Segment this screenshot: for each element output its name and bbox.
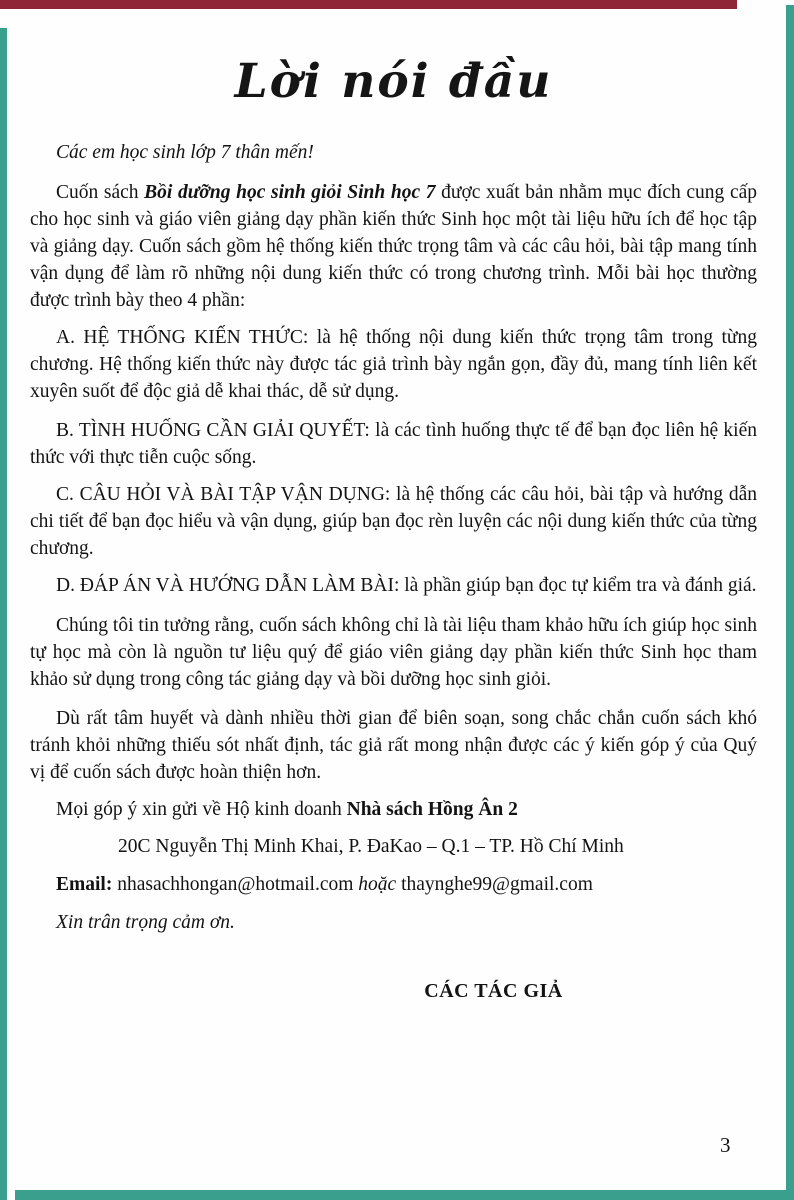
section-d-paragraph <box>30 572 757 599</box>
scan-edge-right <box>786 5 794 1200</box>
salutation: Các em học sinh lớp 7 thân mến! <box>56 142 314 163</box>
section-a-label: A. HỆ THỐNG KIẾN THỨC: <box>56 327 309 348</box>
email-address-2: thaynghe99@gmail.com <box>396 874 593 895</box>
book-title-inline: Bồi dưỡng học sinh giỏi Sinh học 7 <box>144 182 436 203</box>
email-conjunction: hoặc <box>358 874 397 895</box>
confidence-paragraph: Chúng tôi tin tưởng rằng, cuốn sách không chỉ là tài liệu tham khảo hữu ích giúp học sinh tự học mà còn là nguồn tư liệu quý để giáo viên giảng dạy phần kiến thức Sinh học tham khảo sử dụng trong công tác giảng dạy và bồi dưỡng học sinh giỏi. <box>30 615 757 690</box>
email-label: Email: <box>56 874 113 895</box>
apology-paragraph: Dù rất tâm huyết và dành nhiều thời gian để biên soạn, song chắc chắn cuốn sách khó tránh khỏi những thiếu sót nhất định, tác giả rất mong nhận được các ý kiến góp ý của Quý vị để cuốn sách được hoàn thiện hơn. <box>30 708 757 783</box>
section-c-text: là hệ thống các câu hỏi, bài tập và hướng dẫn chi tiết để bạn đọc hiểu và vận dụng, giúp bạn đọc rèn luyện các nội dung kiến thức của từng chương. <box>30 484 757 559</box>
section-a-text: là hệ thống nội dung kiến thức trọng tâm trong từng chương. Hệ thống kiến thức này được tác giả trình bày ngắn gọn, đầy đủ, mang tính liên kết xuyên suốt để độc giả dễ khai thác, dễ sử dụng. <box>30 327 757 402</box>
foreword-title: Lời nói đầu <box>234 54 553 109</box>
address-line: 20C Nguyễn Thị Minh Khai, P. ĐaKao – Q.1 – TP. Hồ Chí Minh <box>118 836 624 857</box>
thanks-line: Xin trân trọng cảm ơn. <box>56 912 235 933</box>
section-d-label: D. ĐÁP ÁN VÀ HƯỚNG DẪN LÀM BÀI: <box>56 575 400 596</box>
section-d-text: là phần giúp bạn đọc tự kiểm tra và đánh giá. <box>399 575 757 596</box>
email-line <box>30 871 757 898</box>
bookstore-name: Nhà sách Hồng Ân 2 <box>346 799 518 820</box>
feedback-paragraph <box>30 796 757 823</box>
section-b-text: là các tình huống thực tế để bạn đọc liên hệ kiến thức với thực tiễn cuộc sống. <box>30 420 757 468</box>
intro-post-text: được xuất bản nhằm mục đích cung cấp cho học sinh và giáo viên giảng dạy phần kiến thức Sinh học một tài liệu hữu ích để học tập và giảng dạy. Cuốn sách gồm hệ thống kiến thức trọng tâm và các câu hỏi, bài tập mang tính vận dụng để làm rõ những nội dung kiến thức có trong chương trình. Mỗi bài học thường được trình bày theo 4 phần: <box>30 182 757 311</box>
page-content <box>30 0 757 1005</box>
section-a-paragraph <box>30 324 757 405</box>
scan-edge-left <box>0 28 7 1200</box>
section-c-paragraph <box>30 481 757 562</box>
scan-edge-bottom <box>15 1190 794 1200</box>
section-b-paragraph <box>30 417 757 471</box>
email-address-1: nhasachhongan@hotmail.com <box>112 874 359 895</box>
authors-signature: CÁC TÁC GIẢ <box>424 980 563 1002</box>
section-c-label: C. CÂU HỎI VÀ BÀI TẬP VẬN DỤNG: <box>56 484 391 505</box>
page-number: 3 <box>720 1133 731 1157</box>
feedback-pre-text: Mọi góp ý xin gửi về Hộ kinh doanh <box>56 799 347 820</box>
intro-pre-text: Cuốn sách <box>56 182 145 203</box>
intro-paragraph <box>30 179 757 314</box>
section-b-label: B. TÌNH HUỐNG CẦN GIẢI QUYẾT: <box>56 420 370 441</box>
